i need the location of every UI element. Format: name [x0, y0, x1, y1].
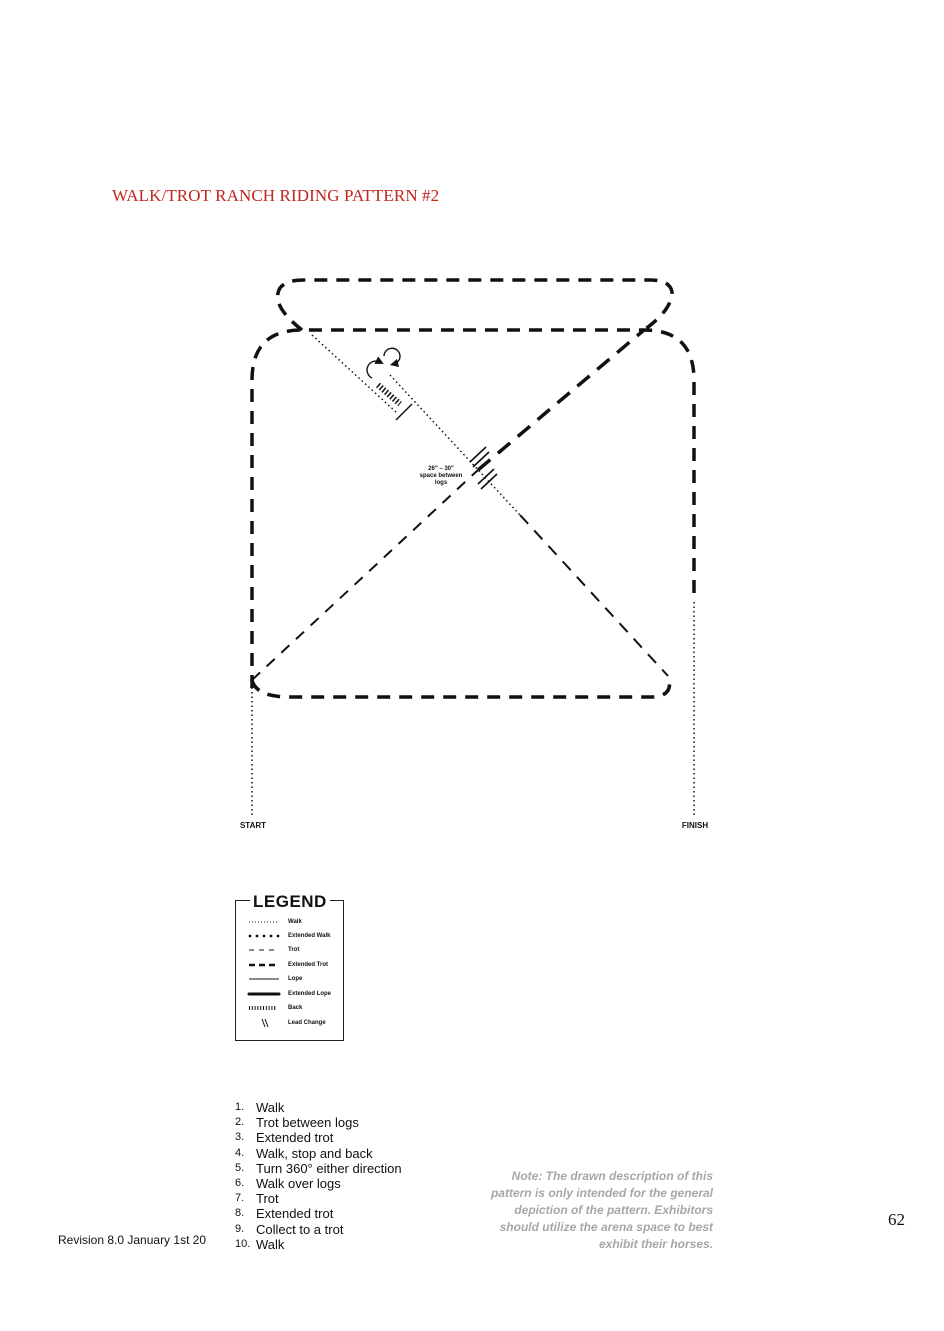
legend-item-lead-change: Lead Change: [247, 1018, 342, 1030]
trot-diagonal-2: [520, 515, 668, 676]
walk-to-stop-path: [312, 335, 396, 412]
walk-diagonal: [390, 375, 520, 515]
back-hatch: [378, 385, 400, 404]
extended-trot-line-icon: [247, 960, 287, 970]
log-1: [470, 447, 486, 462]
extended-trot-bottom-path: [252, 676, 670, 697]
turn-circle-left: [367, 361, 380, 378]
step-item: 4. Walk, stop and back: [235, 1145, 373, 1161]
trot-line-icon: [247, 945, 287, 955]
legend-item-lope: Lope: [247, 974, 342, 986]
lope-line-icon: [247, 974, 287, 984]
legend-item-trot: Trot: [247, 945, 342, 957]
trot-diagonal-1: [252, 470, 478, 680]
legend-item-walk: Walk: [247, 917, 342, 929]
step-item: 6. Walk over logs: [235, 1176, 341, 1192]
step-item: 1. Walk: [235, 1100, 285, 1115]
walk-line-icon: [247, 917, 287, 927]
logs-note-line2: space between: [419, 473, 463, 479]
back-hatch-icon: [247, 1003, 287, 1013]
step-item: 5. Turn 360° either direction: [235, 1160, 402, 1176]
finish-label: FINISH: [681, 821, 709, 830]
stop-bar: [396, 404, 412, 420]
logs-note-line1: 26" – 30": [428, 466, 454, 472]
legend-item-extended-lope: Extended Lope: [247, 989, 342, 1001]
legend-item-back: Back: [247, 1003, 342, 1015]
step-item: 7. Trot: [235, 1191, 279, 1207]
step-item: 8. Extended trot: [235, 1206, 334, 1222]
step-item: 2. Trot between logs: [235, 1115, 359, 1131]
legend-item-extended-trot: Extended Trot: [247, 960, 342, 972]
lead-change-icon: [247, 1018, 287, 1028]
step-item: 3. Extended trot: [235, 1130, 334, 1146]
legend-item-extended-walk: Extended Walk: [247, 931, 342, 943]
step-item: 10. Walk: [235, 1236, 285, 1252]
disclaimer-note: Note: The drawn description of this pattern is only intended for the general depiction of the pattern. Exhibitors should utilize the arena space to best exhibit their horses.: [490, 1169, 713, 1251]
extended-lope-line-icon: [247, 989, 287, 999]
legend-title: LEGEND: [250, 892, 330, 912]
steps-list: [235, 1100, 402, 1252]
step-item: 9. Collect to a trot: [235, 1221, 344, 1237]
page-number: 62: [888, 1210, 905, 1229]
extended-trot-outer-path: [252, 330, 694, 688]
extended-walk-line-icon: [247, 931, 287, 941]
log-3: [478, 469, 494, 484]
start-label: START: [239, 821, 267, 830]
logs-note-line3: logs: [434, 480, 448, 486]
revision-footer: Revision 8.0 January 1st 20: [58, 1233, 207, 1247]
pattern-title: WALK/TROT RANCH RIDING PATTERN #2: [112, 186, 440, 205]
turn-circle-right: [384, 348, 400, 364]
extended-trot-top-loop: [278, 280, 672, 330]
extended-trot-diagonal: [478, 330, 644, 470]
